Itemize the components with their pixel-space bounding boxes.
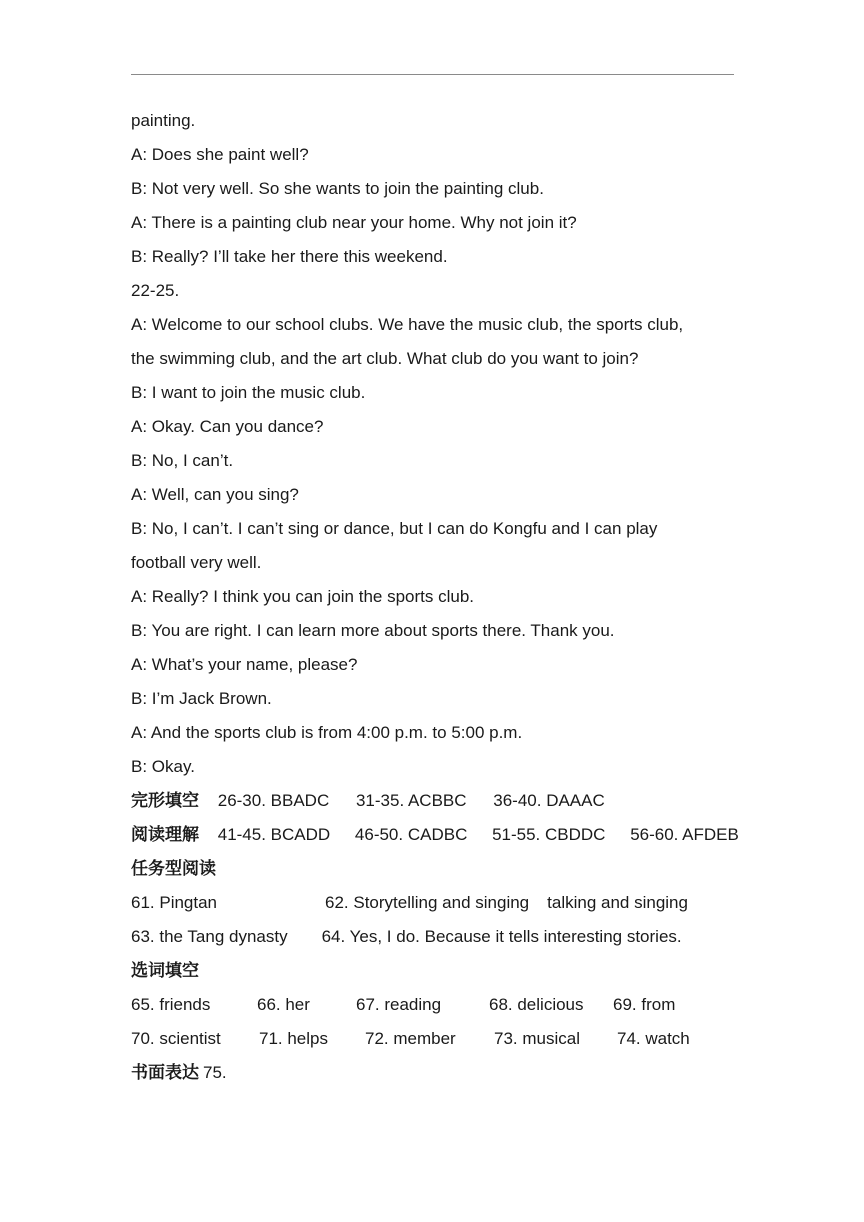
answer-item: 63. the Tang dynasty	[131, 927, 288, 946]
dialogue-line: A: And the sports club is from 4:00 p.m. to 5:00 p.m.	[131, 723, 523, 742]
dialogue-line: B: Really? I’ll take her there this weekend.	[131, 247, 448, 266]
word-fill-heading-row	[131, 954, 741, 988]
answer-item: 41-45. BCADD	[217, 825, 331, 844]
cloze-heading: 完形填空	[131, 791, 199, 810]
task-reading-heading-row	[131, 852, 741, 886]
answer-item: 51-55. CBDDC	[492, 825, 606, 844]
header-rule	[131, 74, 734, 75]
reading-heading: 阅读理解	[131, 825, 199, 844]
dialogue-line: B: Not very well. So she wants to join the painting club.	[131, 179, 544, 198]
dialogue-line: painting.	[131, 111, 196, 130]
word-fill-row	[131, 1022, 741, 1056]
answer-item: 71. helps	[259, 1029, 328, 1048]
section-label-22-25: 22-25.	[131, 281, 180, 300]
answer-item: 73. musical	[494, 1029, 580, 1048]
writing-heading: 书面表达	[131, 1063, 199, 1082]
answer-item: 69. from	[613, 995, 676, 1014]
dialogue-line: the swimming club, and the art club. What club do you want to join?	[131, 349, 639, 368]
writing-row	[131, 1056, 741, 1090]
answer-item: 62. Storytelling and singing	[325, 893, 530, 912]
answer-item: 70. scientist	[131, 1029, 221, 1048]
writing-item: 75.	[203, 1063, 227, 1082]
answer-item: 65. friends	[131, 995, 211, 1014]
answer-item: 66. her	[257, 995, 310, 1014]
cloze-answers-row	[131, 784, 741, 818]
dialogue-line: B: No, I can’t. I can’t sing or dance, but I can do Kongfu and I can play	[131, 519, 658, 538]
answer-item: talking and singing	[547, 893, 688, 912]
answer-item: 64. Yes, I do. Because it tells interesting stories.	[321, 927, 682, 946]
task-reading-row	[131, 920, 741, 954]
dialogue-line: B: No, I can’t.	[131, 451, 234, 470]
answer-item: 31-35. ACBBC	[355, 791, 467, 810]
word-fill-row	[131, 988, 741, 1022]
dialogue-line: A: There is a painting club near your home. Why not join it?	[131, 213, 577, 232]
dialogue-line: B: Okay.	[131, 757, 195, 776]
answer-item: 46-50. CADBC	[354, 825, 468, 844]
answer-item: 72. member	[365, 1029, 456, 1048]
dialogue-line: B: You are right. I can learn more about sports there. Thank you.	[131, 621, 615, 640]
dialogue-line: B: I’m Jack Brown.	[131, 689, 272, 708]
dialogue-line: A: Does she paint well?	[131, 145, 309, 164]
dialogue-line: B: I want to join the music club.	[131, 383, 366, 402]
dialogue-line: A: Okay. Can you dance?	[131, 417, 324, 436]
task-reading-heading: 任务型阅读	[131, 859, 216, 878]
word-fill-heading: 选词填空	[131, 961, 199, 980]
dialogue-line: A: Well, can you sing?	[131, 485, 299, 504]
dialogue-line: A: Really? I think you can join the sports club.	[131, 587, 475, 606]
answer-item: 56-60. AFDEB	[630, 825, 739, 844]
answer-content	[131, 104, 741, 1090]
answer-item: 67. reading	[356, 995, 442, 1014]
reading-answers-row	[131, 818, 741, 852]
answer-item: 68. delicious	[489, 995, 584, 1014]
dialogue-line: football very well.	[131, 553, 262, 572]
answer-item: 36-40. DAAAC	[493, 791, 605, 810]
answer-item: 26-30. BBADC	[217, 791, 330, 810]
dialogue-line: A: Welcome to our school clubs. We have the music club, the sports club,	[131, 315, 684, 334]
answer-item: 61. Pingtan	[131, 893, 218, 912]
task-reading-row	[131, 886, 741, 920]
answer-item: 74. watch	[617, 1029, 690, 1048]
dialogue-line: A: What’s your name, please?	[131, 655, 358, 674]
